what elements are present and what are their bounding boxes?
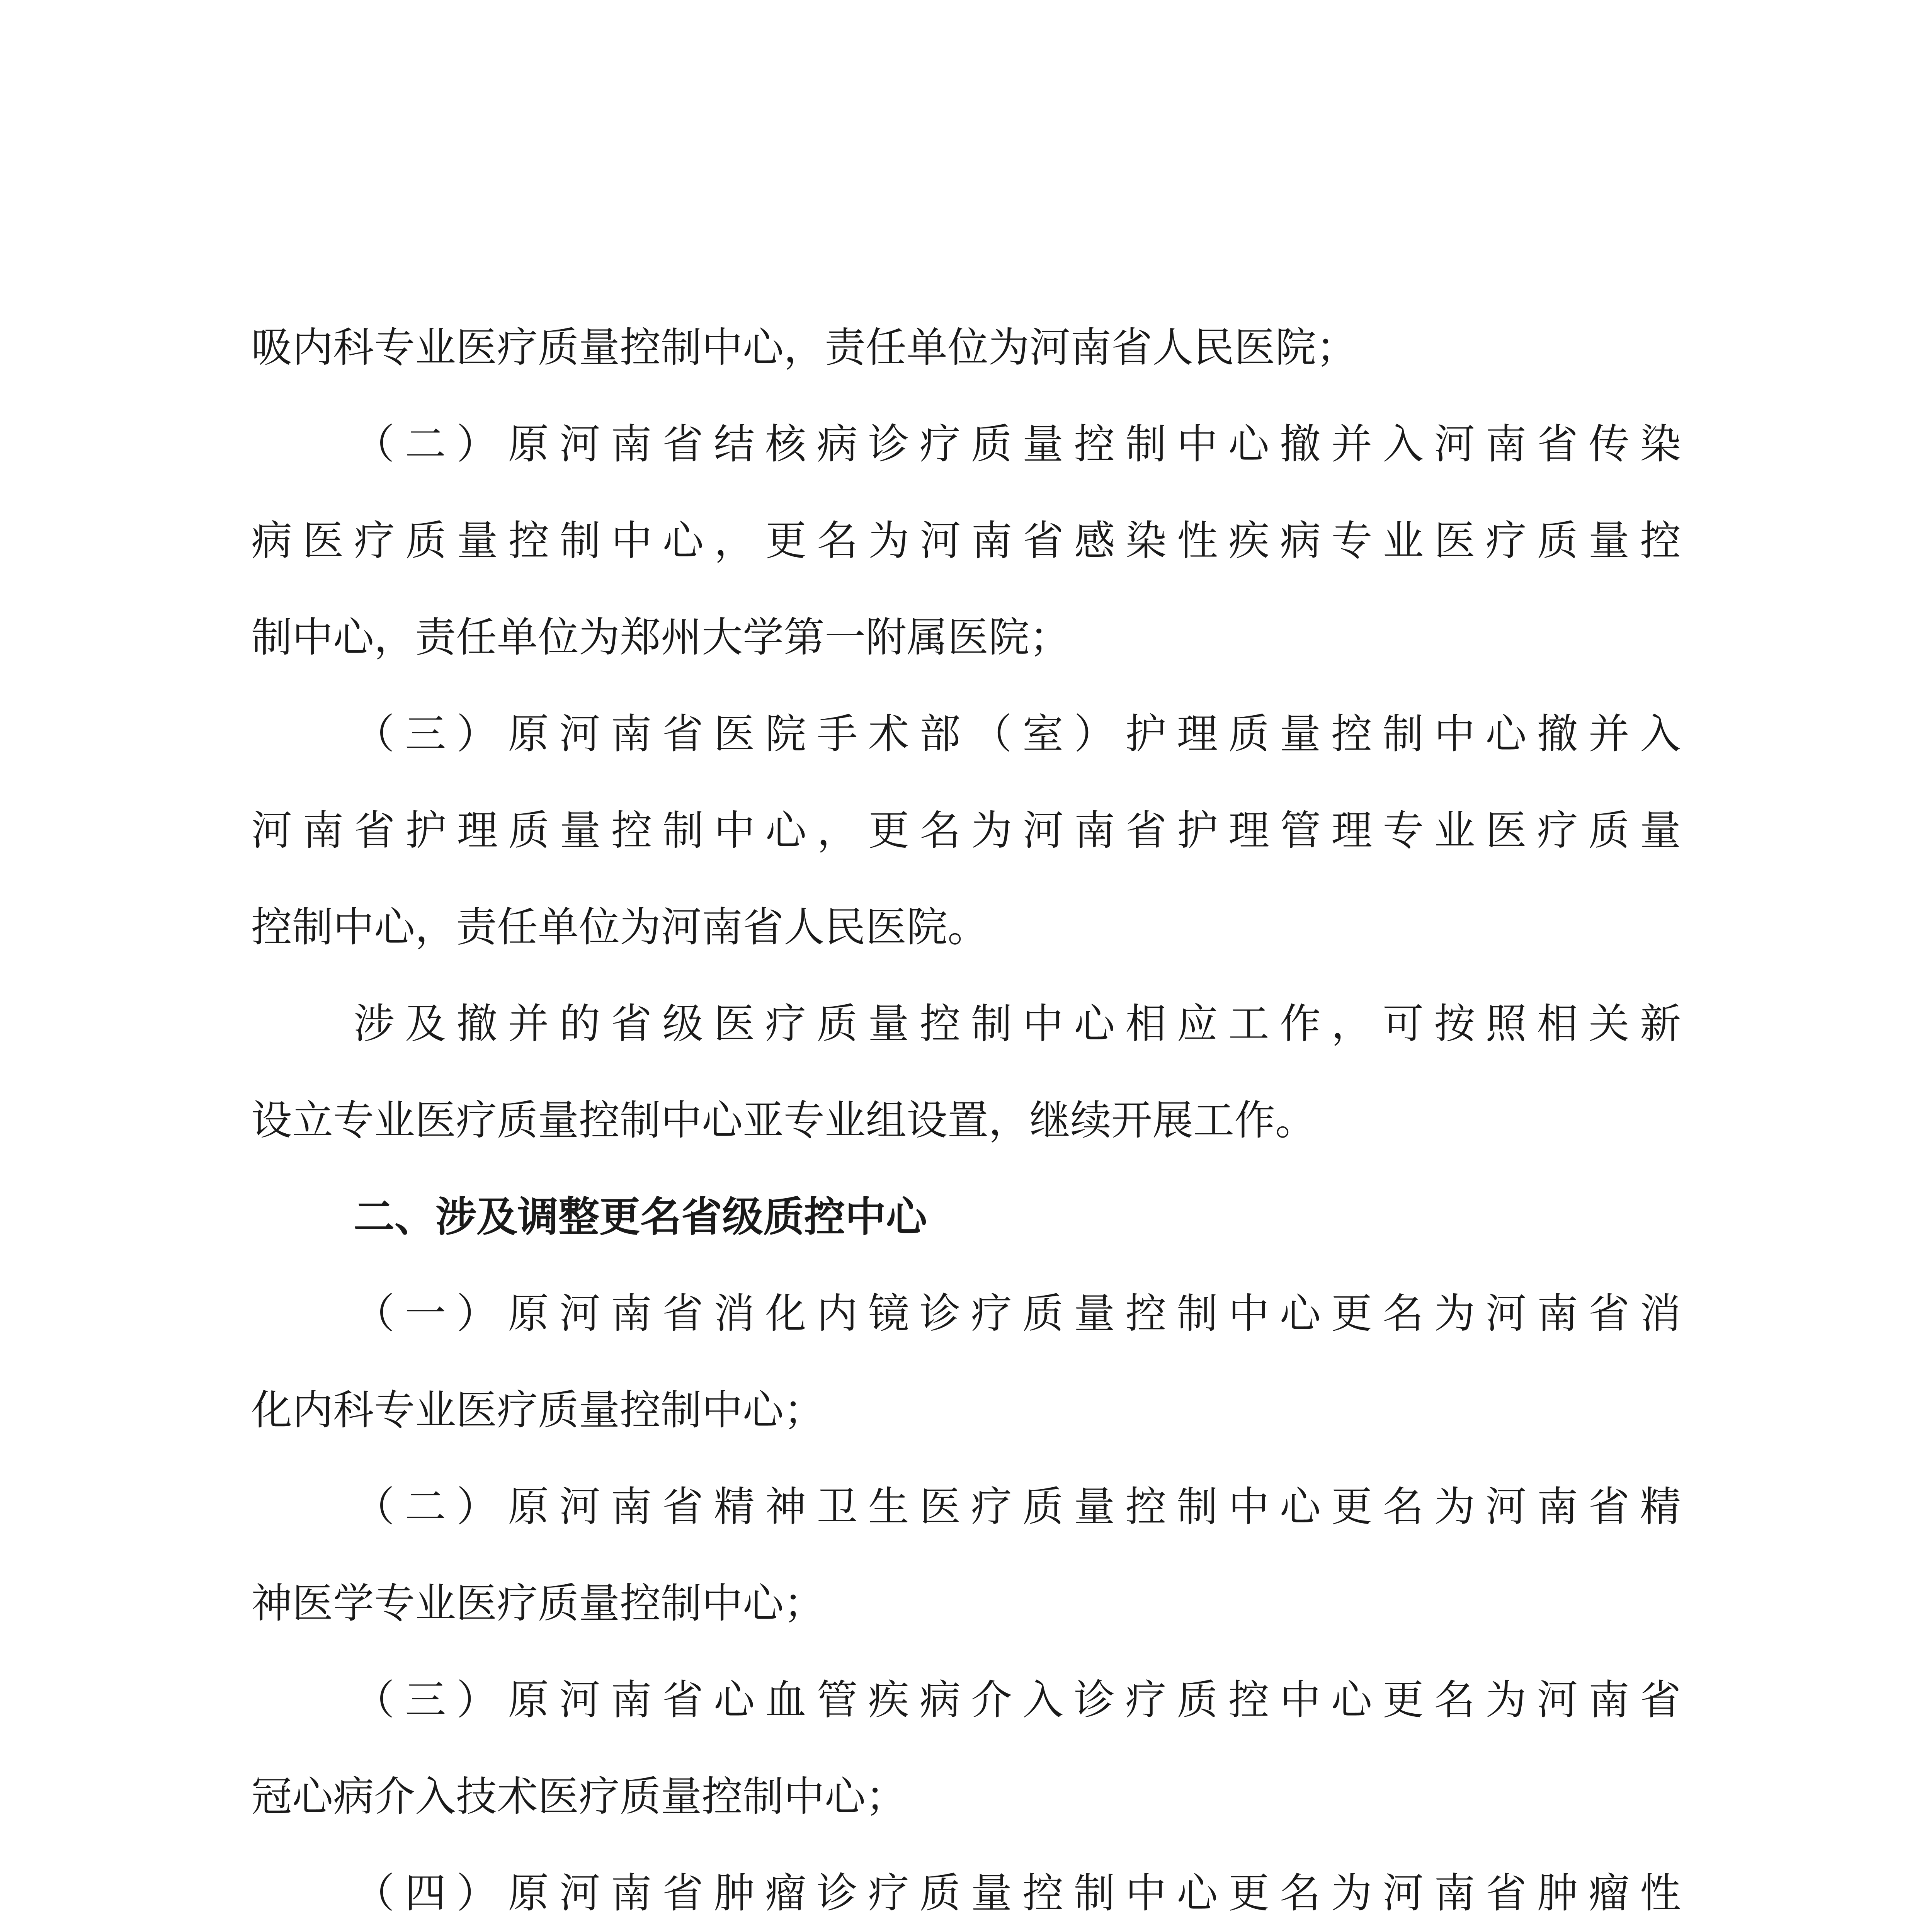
text-line: 冠心病介入技术医疗质量控制中心； — [251, 1773, 907, 1820]
text-line: 神医学专业医疗质量控制中心； — [251, 1580, 825, 1627]
text-line: （二）原河南省精神卫生医疗质量控制中心更名为河南省精 — [354, 1483, 1681, 1531]
text-line: 设立专业医疗质量控制中心亚专业组设置，继续开展工作。 — [251, 1097, 1316, 1144]
text-line: 吸内科专业医疗质量控制中心，责任单位为河南省人民医院； — [251, 324, 1357, 371]
text-line: （三）原河南省医院手术部（室）护理质量控制中心撤并入 — [354, 710, 1681, 758]
section-heading: 二、涉及调整更名省级质控中心 — [354, 1193, 927, 1241]
text-line: 控制中心，责任单位为河南省人民医院。 — [251, 903, 988, 951]
text-line: 涉及撤并的省级医疗质量控制中心相应工作，可按照相关新 — [354, 1000, 1681, 1048]
text-line: 化内科专业医疗质量控制中心； — [251, 1386, 825, 1434]
text-line: （四）原河南省肿瘤诊疗质量控制中心更名为河南省肿瘤性 — [354, 1869, 1681, 1917]
text-line: （三）原河南省心血管疾病介入诊疗质控中心更名为河南省 — [354, 1676, 1681, 1724]
text-line: （二）原河南省结核病诊疗质量控制中心撤并入河南省传染 — [354, 420, 1681, 468]
text-line: 河南省护理质量控制中心，更名为河南省护理管理专业医疗质量 — [251, 807, 1681, 854]
text-line: 病医疗质量控制中心，更名为河南省感染性疾病专业医疗质量控 — [251, 517, 1681, 565]
text-line: （一）原河南省消化内镜诊疗质量控制中心更名为河南省消 — [354, 1290, 1681, 1337]
text-line: 制中心，责任单位为郑州大学第一附属医院； — [251, 614, 1070, 661]
